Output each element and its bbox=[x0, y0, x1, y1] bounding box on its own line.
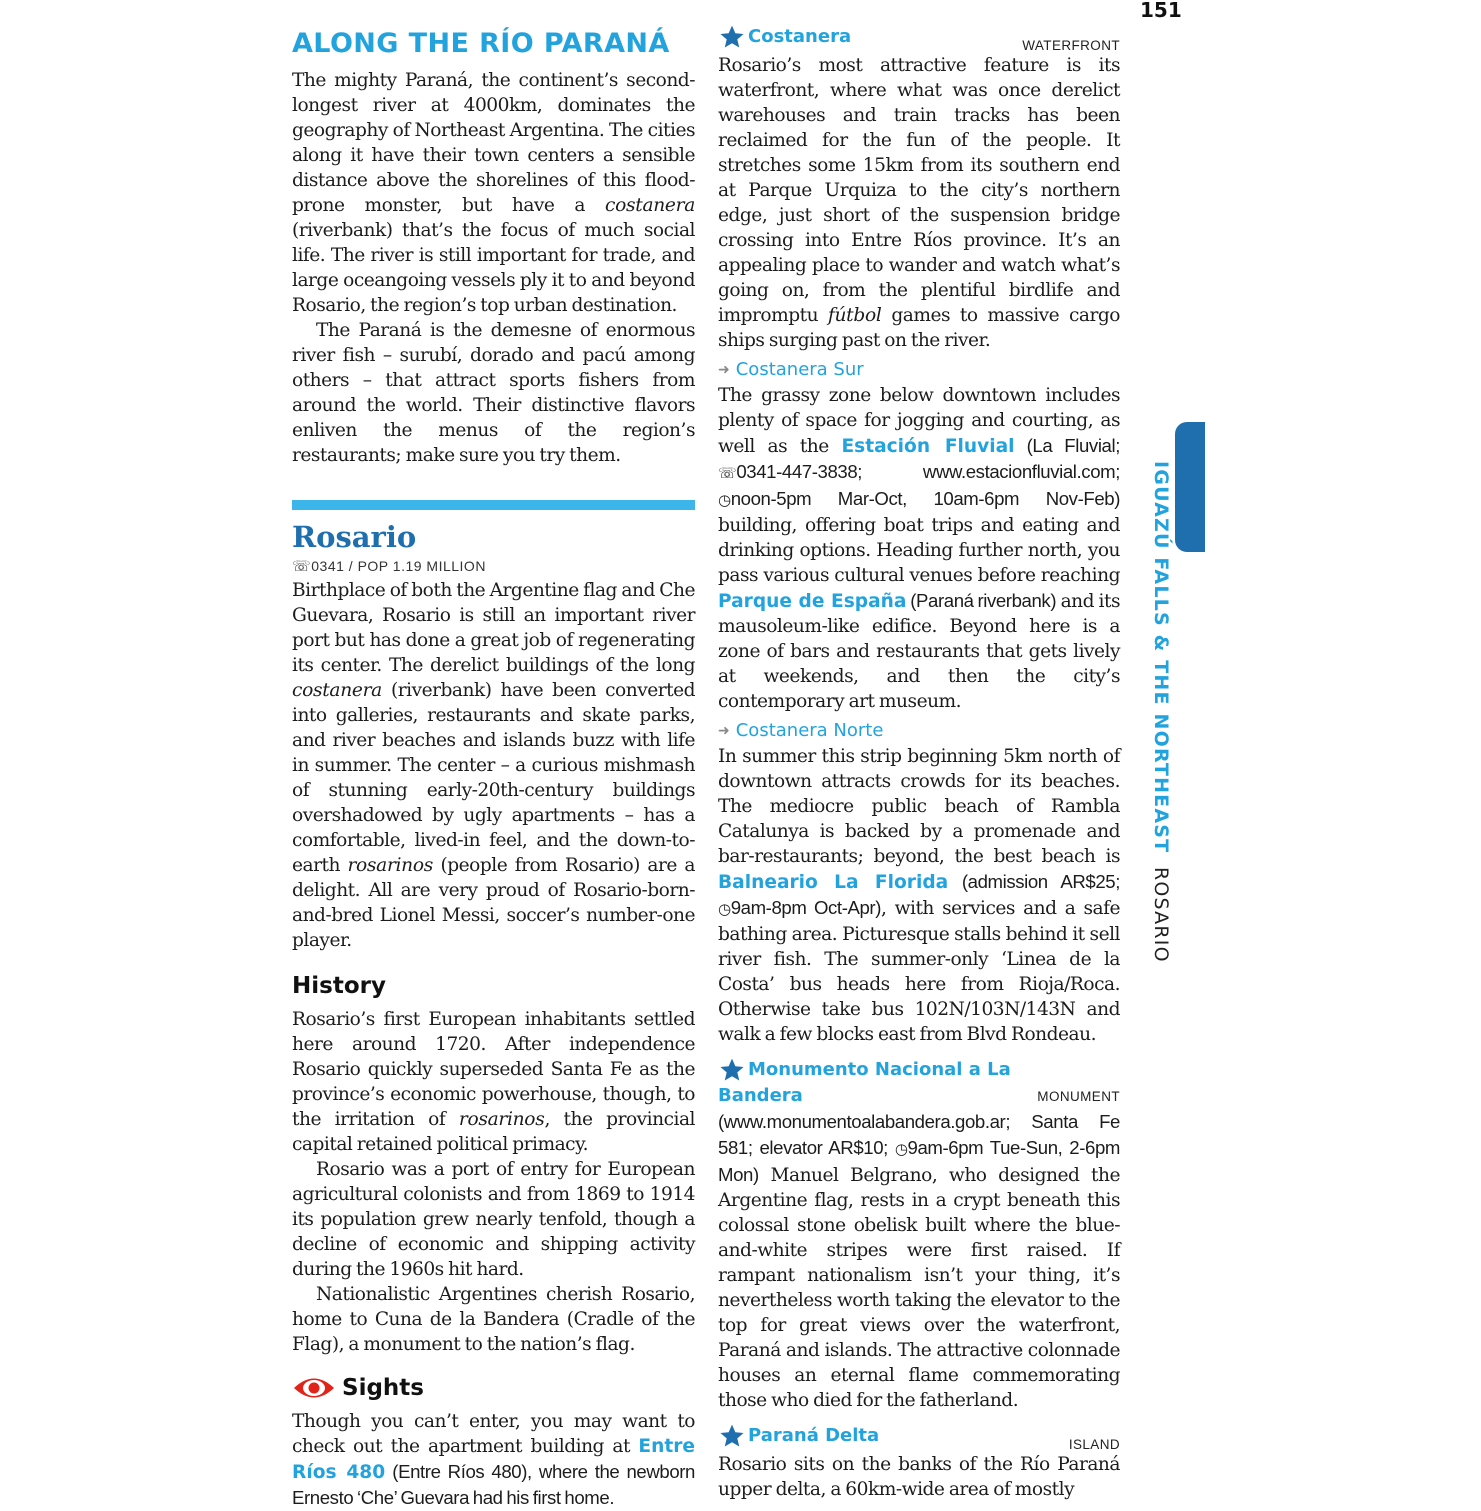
right-column bbox=[718, 24, 1120, 1502]
history-paragraph-2: Rosario was a port of entry for European agricultural colonists and from 1869 to 1914 its population grew nearly tenfold, though a decline of economic and shipping activity during the 1960s hit hard. bbox=[292, 1159, 695, 1280]
star-icon bbox=[718, 1057, 746, 1083]
category-label: WATERFRONT bbox=[1022, 38, 1120, 53]
category-label: ISLAND bbox=[1068, 1437, 1120, 1452]
city-meta: ☏0341 / POP 1.19 MILLION bbox=[292, 557, 486, 575]
chapter-thumb-tab bbox=[1175, 422, 1205, 552]
entry-header-costanera bbox=[718, 24, 1120, 53]
clock-icon: ◷ bbox=[718, 491, 731, 509]
sight-name-monumento-line2[interactable]: Bandera bbox=[718, 1085, 803, 1106]
history-paragraph-1: Rosario’s first European inhabitants settled here around 1720. After independence Rosario quickly superseded Santa Fe as the province’s economic powerhouse, though, to the irritation of rosarinos, the provincial capital retained political primacy. bbox=[292, 1009, 695, 1155]
sight-link-balneario[interactable]: Balneario La Florida bbox=[718, 872, 949, 893]
entry-header-monumento bbox=[718, 1057, 1120, 1109]
clock-icon: ◷ bbox=[894, 1140, 908, 1158]
history-paragraph-3: Nationalistic Argentines cherish Rosario, home to Cuna de la Bandera (Cradle of the Flag), a monument to the nation’s flag. bbox=[292, 1284, 695, 1355]
costanera-text: Rosario’s most attractive feature is its waterfront, where what was once derelict warehouses and train tracks has been reclaimed for the fun of the people. It stretches some 15km from its southern end at Parque Urquiza to the city’s northern edge, just short of the suspension bridge crossing into Entre Ríos province. It’s an appealing place to wander and watch what’s going on, from the plentiful birdlife and impromptu fútbol games to massive cargo ships surging past on the river. bbox=[718, 55, 1120, 351]
delta-text: Rosario sits on the banks of the Río Paraná upper delta, a 60km-wide area of mostly bbox=[718, 1454, 1120, 1500]
section-divider bbox=[292, 500, 695, 510]
entry-header-delta bbox=[718, 1423, 1120, 1452]
costanera-sur-text: The grassy zone below downtown includes plenty of space for jogging and courting, as well as the Estación Fluvial (La Fluvial; ☏0341-447-3838; www.estacionfluvial.com; ◷noon-5pm Mar-Oct, 10am-6pm Nov-Feb) building, offering boat trips and eating and drinking options. Heading further north, you pass various cultural venues before reaching Parque de España (Paraná riverbank) and its mausoleum-like edifice. Beyond here is a zone of bars and restaurants that gets lively at weekends, and then the city’s contemporary art museum. bbox=[718, 385, 1121, 712]
running-header-chapter: IGUAZÚ FALLS & THE NORTHEAST bbox=[1150, 461, 1172, 854]
sight-name-delta[interactable]: Paraná Delta bbox=[718, 1423, 879, 1449]
intro-paragraph-1: The mighty Paraná, the continent’s second-longest river at 4000km, dominates the geography of Northeast Argentina. The cities along it have their town centers a sensible distance above the shorelines of this flood-prone monster, but have a costanera (riverbank) that’s the focus of much social life. The river is still important for trade, and large oceangoing vessels ply it to and beyond Rosario, the region’s top urban destination. bbox=[292, 70, 695, 316]
sight-name-costanera[interactable]: Costanera bbox=[718, 24, 851, 50]
costanera-norte-text: In summer this strip beginning 5km north of downtown attracts crowds for its beaches. The mediocre public beach of Rambla Catalunya is backed by a promenade and bar-restaurants; beyond, the best beach is Balneario La Florida (admission AR$25; ◷9am-8pm Oct-Apr), with services and a safe bathing area. Picturesque stalls behind it sell river fish. The summer-only ‘Linea de la Costa’ bus heads here from Rioja/Roca. Otherwise take bus 102N/103N/143N and walk a few blocks east from Blvd Rondeau. bbox=[718, 746, 1120, 1045]
phone-icon: ☏ bbox=[292, 557, 312, 575]
category-label: MONUMENT bbox=[1037, 1089, 1120, 1104]
eye-icon bbox=[292, 1373, 336, 1403]
clock-icon: ◷ bbox=[718, 900, 731, 918]
subheading-costanera-norte: ➜ Costanera Norte bbox=[718, 718, 1120, 744]
region-heading: ALONG THE RÍO PARANÁ bbox=[292, 28, 670, 59]
page-number: 151 bbox=[1140, 0, 1182, 22]
sight-link-parque-espana[interactable]: Parque de España bbox=[718, 591, 907, 612]
sight-link-entre-rios[interactable]: Entre Ríos 480 bbox=[292, 1436, 695, 1483]
phone-icon: ☏ bbox=[718, 464, 737, 482]
sight-name-monumento[interactable]: Monumento Nacional a La bbox=[718, 1057, 1120, 1083]
sight-link-estacion-fluvial[interactable]: Estación Fluvial bbox=[841, 436, 1015, 457]
running-header-city: ROSARIO bbox=[1150, 866, 1172, 963]
city-intro: Birthplace of both the Argentine flag and Che Guevara, Rosario is still an important river port but has done a great job of regenerating its center. The derelict buildings of the long costanera (riverbank) have been converted into galleries, restaurants and skate parks, and river beaches and islands buzz with life in summer. The center – a curious mishmash of stunning early-20th-century buildings overshadowed by ugly apartments – has a comfortable, lived-in feel, and the down-to-earth rosarinos (people from Rosario) are a delight. All are very proud of Rosario-born-and-bred Lionel Messi, soccer’s number-one player. bbox=[292, 580, 695, 951]
left-column bbox=[292, 24, 695, 1511]
city-title: Rosario bbox=[292, 520, 417, 554]
history-heading: History bbox=[292, 973, 386, 999]
star-icon bbox=[718, 1423, 746, 1449]
subheading-costanera-sur: ➜ Costanera Sur bbox=[718, 357, 1120, 383]
intro-paragraph-2: The Paraná is the demesne of enormous river fish – surubí, dorado and pacú among others – that attract sports fishers from around the world. Their distinctive flavors enliven the menus of the region’s restaurants; make sure you try them. bbox=[292, 320, 695, 466]
monumento-text: (www.monumentoalabandera.gob.ar; Santa Fe 581; elevator AR$10; ◷9am-6pm Tue-Sun, 2-6pm Mon) Manuel Belgrano, who designed the Argentine flag, rests in a crypt beneath this colossal stone obelisk built where the blue-and-white stripes were first raised. If rampant nationalism isn’t your thing, it’s nevertheless worth taking the elevator to the top for great views over the waterfront, Paraná and islands. The attractive colonnade houses an eternal flame commemorating those who died for the fatherland. bbox=[718, 1111, 1120, 1411]
star-icon bbox=[718, 24, 746, 50]
arrow-right-icon: ➜ bbox=[718, 362, 730, 378]
running-header bbox=[1148, 461, 1172, 962]
sights-paragraph: Though you can’t enter, you may want to check out the apartment building at Entre Ríos 480 (Entre Ríos 480), where the newborn Ernesto ‘Che’ Guevara had his first home. bbox=[292, 1411, 695, 1508]
sights-heading: Sights bbox=[292, 1373, 695, 1403]
arrow-right-icon: ➜ bbox=[718, 723, 730, 739]
